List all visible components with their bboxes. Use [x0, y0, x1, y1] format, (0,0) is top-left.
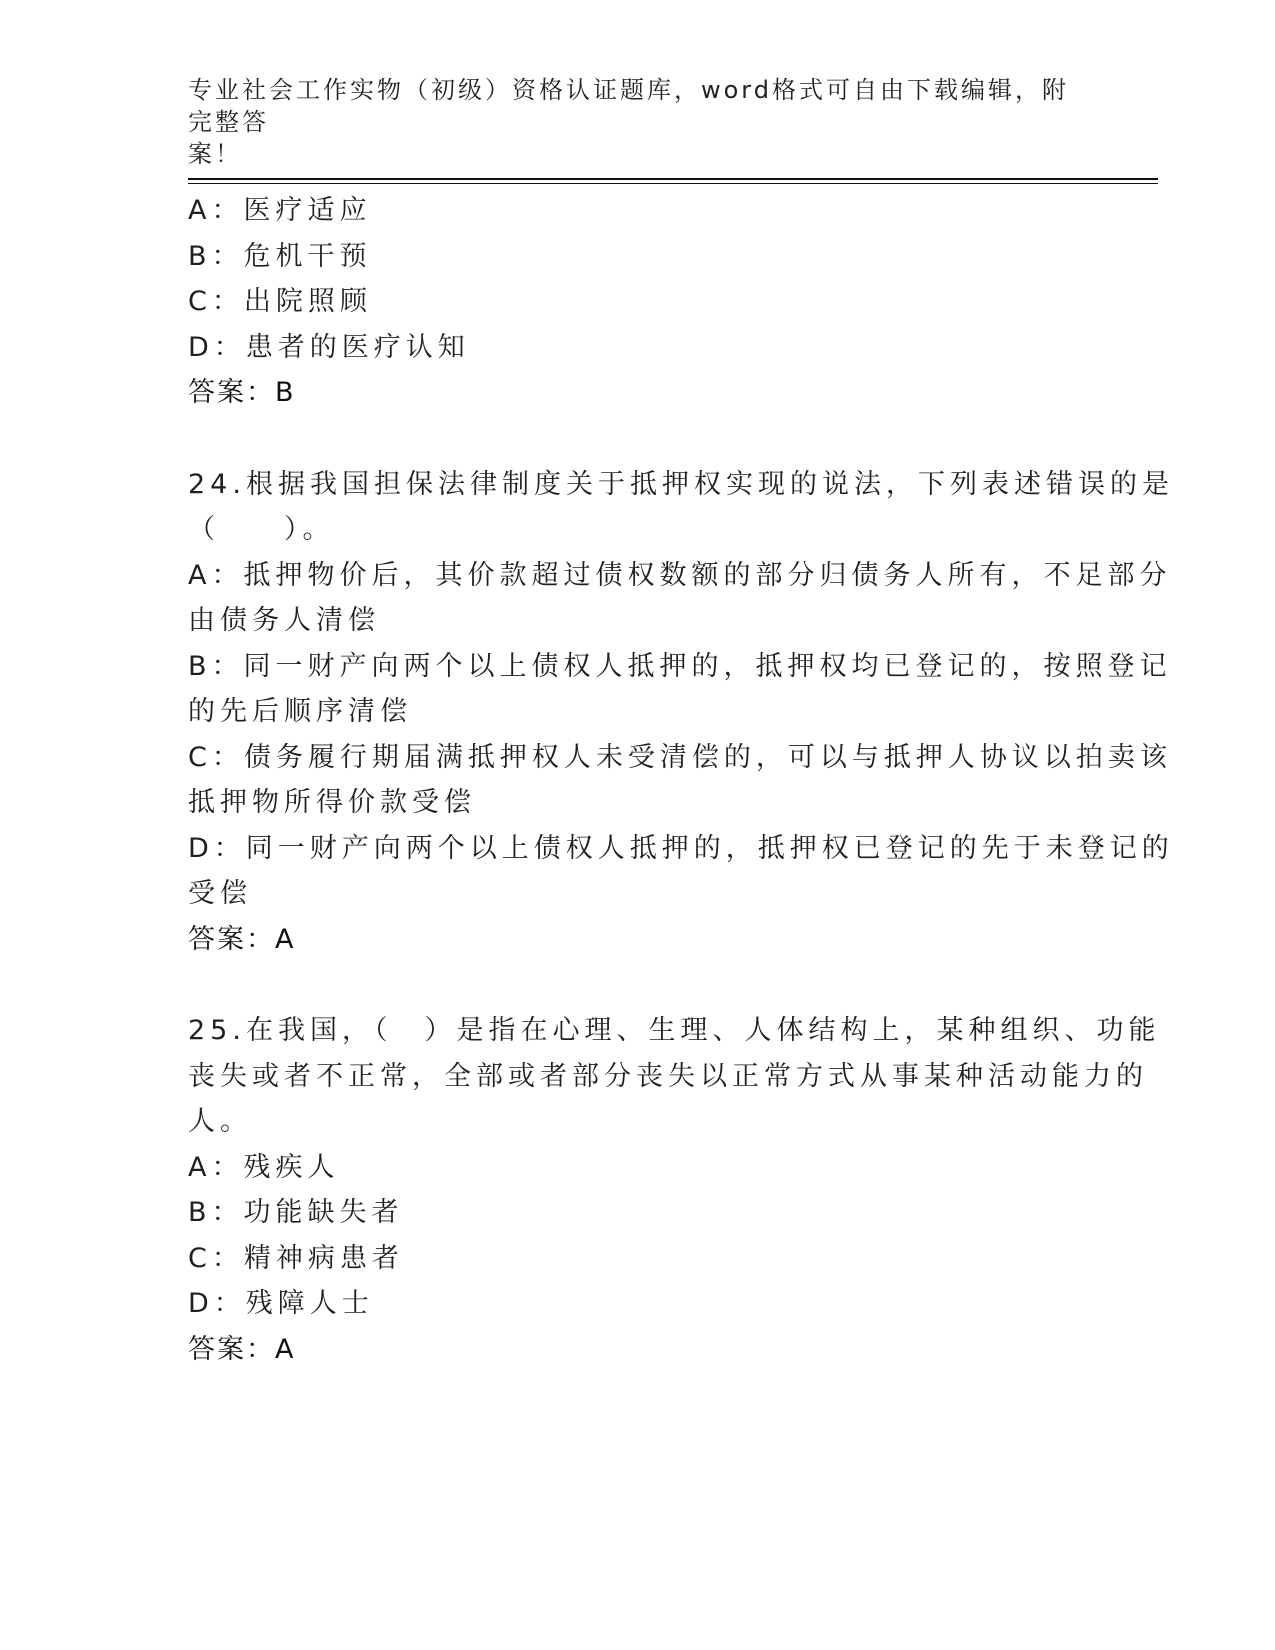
- question-25-options: [188, 1145, 1088, 1327]
- question-24-answer: 答案：A: [188, 923, 296, 955]
- header-divider-thin: [188, 183, 1158, 184]
- question-24-stem: [188, 462, 1174, 553]
- stem-line: 人。: [188, 1106, 252, 1137]
- option-b-cont: 的先后顺序清偿: [188, 696, 412, 727]
- option-b: B：危机干预: [188, 240, 372, 272]
- option-a-cont: 由债务人清偿: [188, 605, 380, 636]
- question-23-options: [188, 188, 1088, 370]
- header-line-2: 案！: [188, 140, 242, 168]
- option-c: C：精神病患者: [188, 1242, 404, 1274]
- stem-line: 丧失或者不正常，全部或者部分丧失以正常方式从事某种活动能力的: [188, 1060, 1148, 1092]
- question-25-answer: 答案：A: [188, 1333, 296, 1365]
- option-c: C：出院照顾: [188, 286, 372, 317]
- question-24-options: [188, 553, 1174, 917]
- option-d: D：同一财产向两个以上债权人抵押的，抵押权已登记的先于未登记的: [188, 832, 1174, 864]
- spacer: [188, 416, 1088, 462]
- stem-line: 25.在我国，（ ）是指在心理、生理、人体结构上，某种组织、功能: [188, 1015, 1161, 1046]
- question-content: [188, 188, 1174, 1372]
- question-25-stem: [188, 1008, 1161, 1145]
- stem-line: （ ）。: [188, 514, 335, 545]
- option-d: D：患者的医疗认知: [188, 331, 470, 363]
- option-b: B：同一财产向两个以上债权人抵押的，抵押权均已登记的，按照登记: [188, 650, 1172, 682]
- option-a: A：医疗适应: [188, 195, 372, 226]
- header-divider-thick: [188, 178, 1158, 180]
- header-line-1: 专业社会工作实物（初级）资格认证题库，word格式可自由下载编辑，附完整答: [188, 76, 1069, 136]
- spacer: [188, 962, 1088, 1008]
- option-c: C：债务履行期届满抵押权人未受清偿的，可以与抵押人协议以拍卖该: [188, 741, 1172, 773]
- option-a: A：残疾人: [188, 1151, 340, 1183]
- option-a: A：抵押物价后，其价款超过债权数额的部分归债务人所有，不足部分: [188, 559, 1172, 591]
- question-23-answer: 答案：B: [188, 377, 296, 408]
- document-header: [188, 74, 1088, 170]
- option-c-cont: 抵押物所得价款受偿: [188, 787, 476, 818]
- option-b: B：功能缺失者: [188, 1197, 404, 1228]
- option-d-cont: 受偿: [188, 878, 252, 909]
- option-d: D：残障人士: [188, 1288, 374, 1319]
- stem-line: 24.根据我国担保法律制度关于抵押权实现的说法，下列表述错误的是: [188, 468, 1174, 500]
